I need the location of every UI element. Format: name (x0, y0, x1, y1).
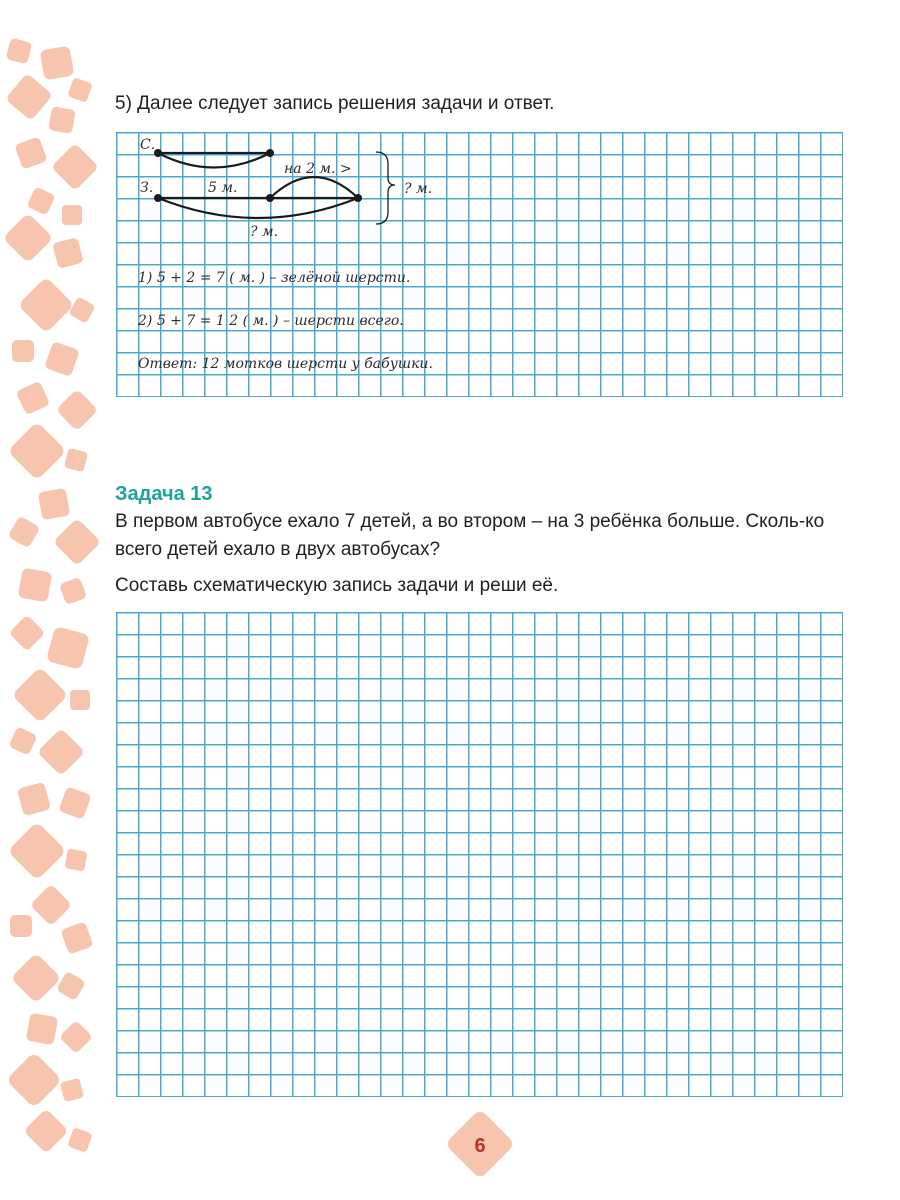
scheme-label-s: С. (140, 137, 156, 153)
task-text: В первом автобусе ехало 7 детей, а во втором – на 3 ребёнка больше. Сколь-ко всего детей ехало в двух автобусах? (115, 511, 825, 560)
page-number-badge (436, 1108, 524, 1180)
point (154, 149, 162, 157)
scheme-segment-label: 5 м. (208, 180, 238, 196)
scheme-sum-label: ? м. (404, 181, 433, 197)
point (354, 194, 362, 202)
step-text: 5) Далее следует запись решения задачи и ответ. (115, 93, 555, 114)
solution-line-1: 1) 5 + 2 = 7 ( м. ) – зелёной шерсти. (138, 270, 411, 286)
solution-line-2: 2) 5 + 7 = 1 2 ( м. ) – шерсти всего. (138, 313, 404, 329)
task-instruction: Составь схематическую запись задачи и реши её. (115, 575, 559, 596)
page-number: 6 (474, 1135, 486, 1157)
scheme-total-label: ? м. (250, 224, 279, 240)
point (266, 149, 274, 157)
answer-grid[interactable] (116, 612, 843, 1097)
scheme-more-label: на 2 м. > (284, 161, 352, 177)
point (266, 194, 274, 202)
task-title: Задача 13 (115, 483, 213, 505)
scheme-label-z: З. (140, 180, 154, 196)
point (154, 194, 162, 202)
scheme-lines (158, 152, 395, 224)
solution-answer: Ответ: 12 мотков шерсти у бабушки. (138, 356, 433, 372)
decorative-border (0, 0, 110, 1200)
solution-diagram (116, 132, 842, 396)
